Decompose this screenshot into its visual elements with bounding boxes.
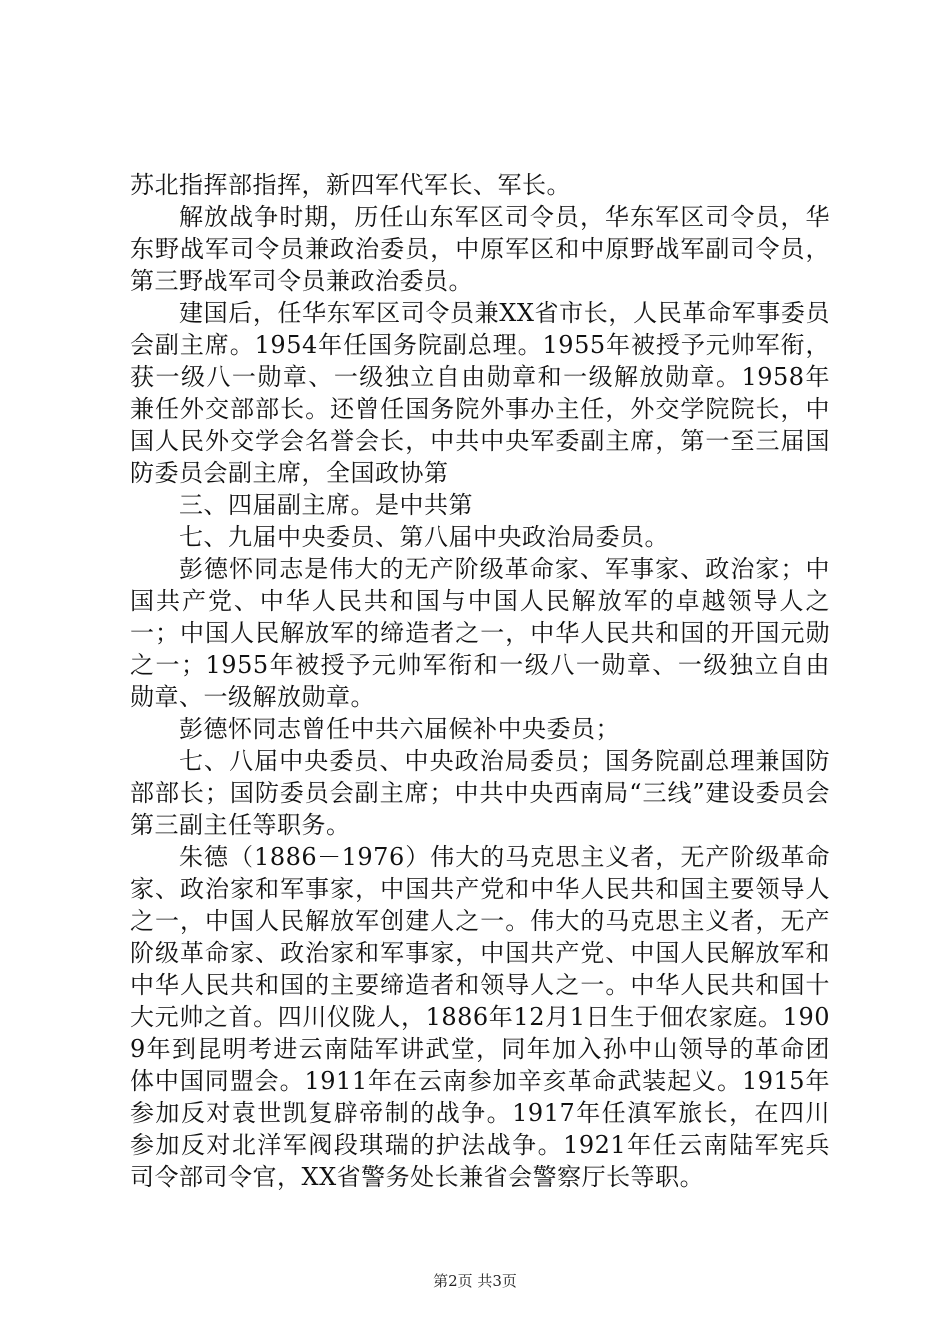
paragraph: 彭德怀同志是伟大的无产阶级革命家、军事家、政治家；中国共产党、中华人民共和国与中国人民解放军的卓越领导人之一；中国人民解放军的缔造者之一，中华人民共和国的开国元勋之一；1955年被授予元帅军衔和一级八一勋章、一级独立自由勋章、一级解放勋章。 <box>130 555 830 711</box>
paragraph: 苏北指挥部指挥，新四军代军长、军长。 <box>130 171 571 199</box>
page-number-footer: 第2页 共3页 <box>433 1272 517 1290</box>
paragraph: 七、九届中央委员、第八届中央政治局委员。 <box>179 523 669 551</box>
paragraph: 朱德（1886－1976）伟大的马克思主义者，无产阶级革命家、政治家和军事家，中国共产党和中华人民共和国主要领导人之一，中国人民解放军创建人之一。伟大的马克思主义者，无产阶级革命家、政治家和军事家，中国共产党、中国人民解放军和中华人民共和国的主要缔造者和领导人之一。中华人民共和国十大元帅之首。四川仪陇人，1886年12月1日生于佃农家庭。1909年到昆明考进云南陆军讲武堂，同年加入孙中山领导的革命团体中国同盟会。1911年在云南参加辛亥革命武装起义。1915年参加反对袁世凯复辟帝制的战争。1917年任滇军旅长，在四川参加反对北洋军阀段琪瑞的护法战争。1921年任云南陆军宪兵司令部司令官，XX省警务处长兼省会警察厅长等职。 <box>130 843 830 1191</box>
paragraph: 三、四届副主席。是中共第 <box>179 491 473 519</box>
paragraph: 彭德怀同志曾任中共六届候补中央委员； <box>179 715 620 743</box>
paragraph: 七、八届中央委员、中央政治局委员；国务院副总理兼国防部部长；国防委员会副主席；中共中央西南局“三线”建设委员会第三副主任等职务。 <box>130 747 830 839</box>
document-body <box>130 169 830 1193</box>
paragraph: 解放战争时期，历任山东军区司令员，华东军区司令员，华东野战军司令员兼政治委员，中原军区和中原野战军副司令员，第三野战军司令员兼政治委员。 <box>130 203 830 295</box>
paragraph: 建国后，任华东军区司令员兼XX省市长，人民革命军事委员会副主席。1954年任国务院副总理。1955年被授予元帅军衔，获一级八一勋章、一级独立自由勋章和一级解放勋章。1958年兼任外交部部长。还曾任国务院外事办主任，外交学院院长，中国人民外交学会名誉会长，中共中央军委副主席，第一至三届国防委员会副主席，全国政协第 <box>130 299 830 487</box>
